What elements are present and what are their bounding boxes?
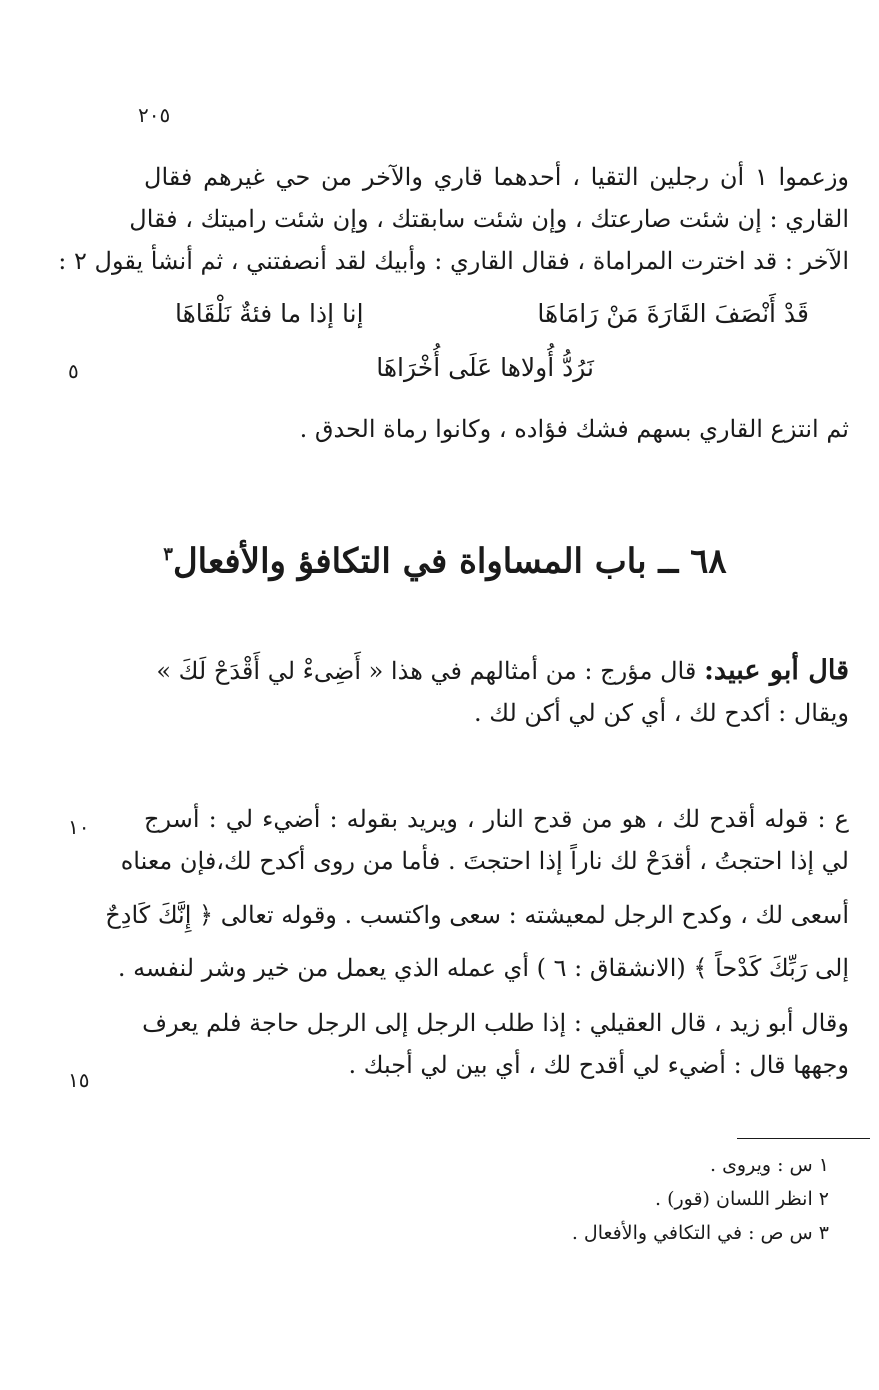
text-segment: قال مؤرج : من أمثالهم في هذا « أَضِىءْ لي أَقْدَحْ لَكَ » [156,657,697,685]
text-line: وقال أبو زيد ، قال العقيلي : إذا طلب الرجل إلى الرجل حاجة فلم يعرف [142,1009,849,1037]
text-line: لي إذا احتجتُ ، أقدَحْ لك ناراً إذا احتجتَ . فأما من روى أكدح لك،فإن معناه [120,847,849,875]
margin-line-number: ١٠ [68,815,90,839]
text-line: ويقال : أكدح لك ، أي كن لي أكن لك . [474,699,849,727]
margin-line-number: ١٥ [68,1068,90,1092]
footnote-2: ٢ انظر اللسان (قور) . [654,1188,829,1210]
text-line: وجهها قال : أضيء لي أقدح لك ، أي بين لي أجبك . [348,1051,849,1079]
speaker-name: قال أبو عبيد: [703,655,849,686]
text-line [156,651,849,691]
verse-second-hemistich: إنا إذا ما فئةٌ نَلْقَاهَا [175,299,364,328]
footnote-3: ٣ س ص : في التكافي والأفعال . [571,1222,829,1244]
chapter-heading [150,530,740,586]
verse-first-hemistich: قَدْ أَنْصَفَ القَارَةَ مَنْ رَامَاهَا [537,299,809,328]
margin-line-number: ٥ [68,359,79,383]
paragraph-conclusion: ثم انتزع القاري بسهم فشك فؤاده ، وكانوا رماة الحدق . [299,415,849,443]
text-line: وزعموا ١ أن رجلين التقيا ، أحدهما قاري والآخر من حي غيرهم فقال [144,163,849,191]
footnote-ref: ٣ [163,544,173,565]
text-line: القاري : إن شئت صارعتك ، وإن شئت سابقتك ، وإن شئت راميتك ، فقال [129,205,849,233]
footnote-1: ١ س : ويروى . [709,1154,829,1176]
text-line: أسعى لك ، وكدح الرجل لمعيشته : سعى واكتسب . وقوله تعالى ﴿ إِنَّكَ كَادِحٌ [105,901,849,929]
chapter-heading-text: ٦٨ ــ باب المساواة في التكافؤ والأفعال [172,541,727,582]
verse-third-line: نَرُدُّ أُولاها عَلَى أُخْرَاهَا [376,353,594,382]
footnote-divider [737,1138,870,1139]
page-number: ٢٠٥ [138,103,171,127]
text-line: ع : قوله أقدح لك ، هو من قدح النار ، ويريد بقوله : أضيء لي : أسرج [144,805,849,833]
text-line: الآخر : قد اخترت المراماة ، فقال القاري : وأبيك لقد أنصفتني ، ثم أنشأ يقول ٢ : [58,247,849,275]
text-line: إلى رَبِّكَ كَدْحاً ﴾ (الانشقاق : ٦ ) أي عمله الذي يعمل من خير وشر لنفسه . [117,954,849,982]
